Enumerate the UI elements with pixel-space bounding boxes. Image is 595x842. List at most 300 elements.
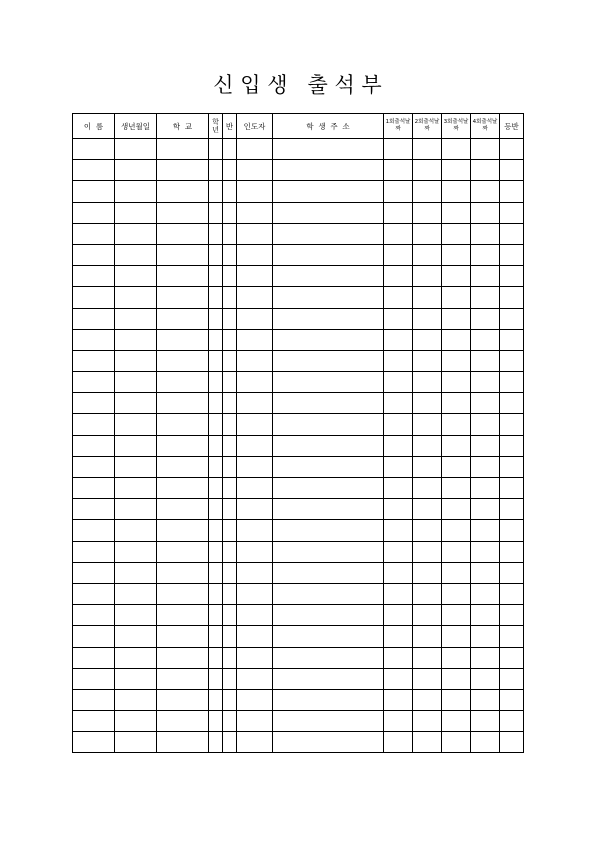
cell-birth[interactable] bbox=[115, 350, 157, 371]
cell-birth[interactable] bbox=[115, 414, 157, 435]
cell-birth[interactable] bbox=[115, 266, 157, 287]
cell-guide[interactable] bbox=[237, 541, 273, 562]
cell-birth[interactable] bbox=[115, 478, 157, 499]
cell-class[interactable] bbox=[223, 499, 237, 520]
cell-address[interactable] bbox=[273, 668, 384, 689]
cell-address[interactable] bbox=[273, 583, 384, 604]
cell-guide[interactable] bbox=[237, 499, 273, 520]
cell-w2[interactable] bbox=[413, 626, 442, 647]
cell-w3[interactable] bbox=[442, 562, 471, 583]
cell-guide[interactable] bbox=[237, 393, 273, 414]
cell-assign[interactable] bbox=[500, 202, 524, 223]
cell-w3[interactable] bbox=[442, 689, 471, 710]
cell-w1[interactable] bbox=[384, 647, 413, 668]
cell-birth[interactable] bbox=[115, 308, 157, 329]
cell-class[interactable] bbox=[223, 626, 237, 647]
cell-guide[interactable] bbox=[237, 202, 273, 223]
cell-w4[interactable] bbox=[471, 689, 500, 710]
cell-w4[interactable] bbox=[471, 478, 500, 499]
cell-name[interactable] bbox=[73, 732, 115, 753]
cell-assign[interactable] bbox=[500, 499, 524, 520]
cell-w4[interactable] bbox=[471, 414, 500, 435]
cell-grade[interactable] bbox=[209, 287, 223, 308]
cell-w3[interactable] bbox=[442, 626, 471, 647]
cell-grade[interactable] bbox=[209, 181, 223, 202]
cell-w3[interactable] bbox=[442, 668, 471, 689]
cell-w4[interactable] bbox=[471, 244, 500, 265]
cell-w2[interactable] bbox=[413, 456, 442, 477]
cell-w4[interactable] bbox=[471, 499, 500, 520]
cell-w2[interactable] bbox=[413, 605, 442, 626]
cell-w2[interactable] bbox=[413, 329, 442, 350]
cell-assign[interactable] bbox=[500, 435, 524, 456]
cell-w2[interactable] bbox=[413, 160, 442, 181]
cell-grade[interactable] bbox=[209, 732, 223, 753]
cell-w4[interactable] bbox=[471, 541, 500, 562]
cell-assign[interactable] bbox=[500, 393, 524, 414]
cell-guide[interactable] bbox=[237, 350, 273, 371]
cell-w1[interactable] bbox=[384, 414, 413, 435]
cell-w1[interactable] bbox=[384, 181, 413, 202]
cell-guide[interactable] bbox=[237, 689, 273, 710]
cell-grade[interactable] bbox=[209, 668, 223, 689]
cell-address[interactable] bbox=[273, 520, 384, 541]
cell-guide[interactable] bbox=[237, 478, 273, 499]
cell-school[interactable] bbox=[157, 139, 209, 160]
cell-grade[interactable] bbox=[209, 223, 223, 244]
cell-w2[interactable] bbox=[413, 668, 442, 689]
cell-w1[interactable] bbox=[384, 435, 413, 456]
cell-name[interactable] bbox=[73, 711, 115, 732]
cell-grade[interactable] bbox=[209, 499, 223, 520]
cell-class[interactable] bbox=[223, 520, 237, 541]
cell-w3[interactable] bbox=[442, 541, 471, 562]
cell-school[interactable] bbox=[157, 605, 209, 626]
cell-grade[interactable] bbox=[209, 160, 223, 181]
cell-birth[interactable] bbox=[115, 541, 157, 562]
cell-w1[interactable] bbox=[384, 605, 413, 626]
cell-assign[interactable] bbox=[500, 668, 524, 689]
cell-guide[interactable] bbox=[237, 372, 273, 393]
cell-name[interactable] bbox=[73, 287, 115, 308]
cell-guide[interactable] bbox=[237, 287, 273, 308]
cell-assign[interactable] bbox=[500, 329, 524, 350]
cell-w3[interactable] bbox=[442, 266, 471, 287]
cell-w4[interactable] bbox=[471, 350, 500, 371]
cell-guide[interactable] bbox=[237, 562, 273, 583]
cell-address[interactable] bbox=[273, 372, 384, 393]
cell-class[interactable] bbox=[223, 202, 237, 223]
cell-name[interactable] bbox=[73, 647, 115, 668]
cell-grade[interactable] bbox=[209, 202, 223, 223]
cell-birth[interactable] bbox=[115, 244, 157, 265]
cell-class[interactable] bbox=[223, 244, 237, 265]
cell-class[interactable] bbox=[223, 414, 237, 435]
cell-w4[interactable] bbox=[471, 160, 500, 181]
cell-name[interactable] bbox=[73, 668, 115, 689]
cell-w2[interactable] bbox=[413, 181, 442, 202]
cell-class[interactable] bbox=[223, 435, 237, 456]
cell-assign[interactable] bbox=[500, 583, 524, 604]
cell-w2[interactable] bbox=[413, 287, 442, 308]
cell-grade[interactable] bbox=[209, 266, 223, 287]
cell-address[interactable] bbox=[273, 478, 384, 499]
cell-w3[interactable] bbox=[442, 350, 471, 371]
cell-address[interactable] bbox=[273, 350, 384, 371]
cell-grade[interactable] bbox=[209, 541, 223, 562]
cell-w3[interactable] bbox=[442, 732, 471, 753]
cell-school[interactable] bbox=[157, 329, 209, 350]
cell-address[interactable] bbox=[273, 266, 384, 287]
cell-grade[interactable] bbox=[209, 244, 223, 265]
cell-school[interactable] bbox=[157, 414, 209, 435]
cell-class[interactable] bbox=[223, 329, 237, 350]
cell-w4[interactable] bbox=[471, 435, 500, 456]
cell-school[interactable] bbox=[157, 732, 209, 753]
cell-school[interactable] bbox=[157, 308, 209, 329]
cell-w4[interactable] bbox=[471, 668, 500, 689]
cell-grade[interactable] bbox=[209, 435, 223, 456]
cell-w3[interactable] bbox=[442, 605, 471, 626]
cell-birth[interactable] bbox=[115, 435, 157, 456]
cell-grade[interactable] bbox=[209, 456, 223, 477]
cell-w1[interactable] bbox=[384, 711, 413, 732]
cell-school[interactable] bbox=[157, 350, 209, 371]
cell-school[interactable] bbox=[157, 393, 209, 414]
cell-guide[interactable] bbox=[237, 520, 273, 541]
cell-guide[interactable] bbox=[237, 626, 273, 647]
cell-school[interactable] bbox=[157, 583, 209, 604]
cell-address[interactable] bbox=[273, 647, 384, 668]
cell-w1[interactable] bbox=[384, 456, 413, 477]
cell-grade[interactable] bbox=[209, 520, 223, 541]
cell-assign[interactable] bbox=[500, 689, 524, 710]
cell-name[interactable] bbox=[73, 223, 115, 244]
cell-assign[interactable] bbox=[500, 139, 524, 160]
cell-class[interactable] bbox=[223, 689, 237, 710]
cell-class[interactable] bbox=[223, 668, 237, 689]
cell-w3[interactable] bbox=[442, 499, 471, 520]
cell-address[interactable] bbox=[273, 732, 384, 753]
cell-address[interactable] bbox=[273, 223, 384, 244]
cell-birth[interactable] bbox=[115, 202, 157, 223]
cell-class[interactable] bbox=[223, 160, 237, 181]
cell-w3[interactable] bbox=[442, 160, 471, 181]
cell-name[interactable] bbox=[73, 456, 115, 477]
cell-address[interactable] bbox=[273, 562, 384, 583]
cell-w1[interactable] bbox=[384, 583, 413, 604]
cell-w3[interactable] bbox=[442, 520, 471, 541]
cell-class[interactable] bbox=[223, 308, 237, 329]
cell-w2[interactable] bbox=[413, 647, 442, 668]
cell-class[interactable] bbox=[223, 732, 237, 753]
cell-school[interactable] bbox=[157, 181, 209, 202]
cell-w3[interactable] bbox=[442, 308, 471, 329]
cell-school[interactable] bbox=[157, 202, 209, 223]
cell-address[interactable] bbox=[273, 160, 384, 181]
cell-school[interactable] bbox=[157, 244, 209, 265]
cell-w4[interactable] bbox=[471, 139, 500, 160]
cell-name[interactable] bbox=[73, 329, 115, 350]
cell-address[interactable] bbox=[273, 456, 384, 477]
cell-class[interactable] bbox=[223, 647, 237, 668]
cell-class[interactable] bbox=[223, 372, 237, 393]
cell-name[interactable] bbox=[73, 562, 115, 583]
cell-w1[interactable] bbox=[384, 244, 413, 265]
cell-name[interactable] bbox=[73, 414, 115, 435]
cell-assign[interactable] bbox=[500, 308, 524, 329]
cell-name[interactable] bbox=[73, 181, 115, 202]
cell-w3[interactable] bbox=[442, 139, 471, 160]
cell-w3[interactable] bbox=[442, 202, 471, 223]
cell-w4[interactable] bbox=[471, 647, 500, 668]
cell-school[interactable] bbox=[157, 668, 209, 689]
cell-birth[interactable] bbox=[115, 160, 157, 181]
cell-w4[interactable] bbox=[471, 287, 500, 308]
cell-w2[interactable] bbox=[413, 139, 442, 160]
cell-w1[interactable] bbox=[384, 308, 413, 329]
cell-assign[interactable] bbox=[500, 350, 524, 371]
cell-grade[interactable] bbox=[209, 711, 223, 732]
cell-w1[interactable] bbox=[384, 626, 413, 647]
cell-w3[interactable] bbox=[442, 244, 471, 265]
cell-school[interactable] bbox=[157, 689, 209, 710]
cell-address[interactable] bbox=[273, 626, 384, 647]
cell-birth[interactable] bbox=[115, 583, 157, 604]
cell-guide[interactable] bbox=[237, 244, 273, 265]
cell-w1[interactable] bbox=[384, 541, 413, 562]
cell-w1[interactable] bbox=[384, 668, 413, 689]
cell-w3[interactable] bbox=[442, 583, 471, 604]
cell-w3[interactable] bbox=[442, 456, 471, 477]
cell-w2[interactable] bbox=[413, 541, 442, 562]
cell-w3[interactable] bbox=[442, 647, 471, 668]
cell-w2[interactable] bbox=[413, 414, 442, 435]
cell-w4[interactable] bbox=[471, 732, 500, 753]
cell-grade[interactable] bbox=[209, 647, 223, 668]
cell-class[interactable] bbox=[223, 583, 237, 604]
cell-w3[interactable] bbox=[442, 181, 471, 202]
cell-school[interactable] bbox=[157, 647, 209, 668]
cell-name[interactable] bbox=[73, 393, 115, 414]
cell-assign[interactable] bbox=[500, 244, 524, 265]
cell-grade[interactable] bbox=[209, 689, 223, 710]
cell-w4[interactable] bbox=[471, 372, 500, 393]
cell-guide[interactable] bbox=[237, 456, 273, 477]
cell-grade[interactable] bbox=[209, 414, 223, 435]
cell-w2[interactable] bbox=[413, 372, 442, 393]
cell-assign[interactable] bbox=[500, 181, 524, 202]
cell-school[interactable] bbox=[157, 287, 209, 308]
cell-address[interactable] bbox=[273, 499, 384, 520]
cell-name[interactable] bbox=[73, 266, 115, 287]
cell-birth[interactable] bbox=[115, 689, 157, 710]
cell-class[interactable] bbox=[223, 266, 237, 287]
cell-birth[interactable] bbox=[115, 329, 157, 350]
cell-name[interactable] bbox=[73, 202, 115, 223]
cell-school[interactable] bbox=[157, 435, 209, 456]
cell-w1[interactable] bbox=[384, 499, 413, 520]
cell-assign[interactable] bbox=[500, 711, 524, 732]
cell-address[interactable] bbox=[273, 244, 384, 265]
cell-birth[interactable] bbox=[115, 562, 157, 583]
cell-name[interactable] bbox=[73, 435, 115, 456]
cell-class[interactable] bbox=[223, 605, 237, 626]
cell-w2[interactable] bbox=[413, 478, 442, 499]
cell-grade[interactable] bbox=[209, 350, 223, 371]
cell-w2[interactable] bbox=[413, 266, 442, 287]
cell-guide[interactable] bbox=[237, 308, 273, 329]
cell-school[interactable] bbox=[157, 541, 209, 562]
cell-birth[interactable] bbox=[115, 287, 157, 308]
cell-class[interactable] bbox=[223, 393, 237, 414]
cell-grade[interactable] bbox=[209, 372, 223, 393]
cell-w3[interactable] bbox=[442, 372, 471, 393]
cell-address[interactable] bbox=[273, 139, 384, 160]
cell-w1[interactable] bbox=[384, 478, 413, 499]
cell-class[interactable] bbox=[223, 350, 237, 371]
cell-address[interactable] bbox=[273, 287, 384, 308]
cell-name[interactable] bbox=[73, 478, 115, 499]
cell-address[interactable] bbox=[273, 689, 384, 710]
cell-guide[interactable] bbox=[237, 668, 273, 689]
cell-birth[interactable] bbox=[115, 372, 157, 393]
cell-name[interactable] bbox=[73, 308, 115, 329]
cell-w4[interactable] bbox=[471, 520, 500, 541]
cell-w4[interactable] bbox=[471, 308, 500, 329]
cell-w4[interactable] bbox=[471, 266, 500, 287]
cell-class[interactable] bbox=[223, 223, 237, 244]
cell-address[interactable] bbox=[273, 435, 384, 456]
cell-address[interactable] bbox=[273, 329, 384, 350]
cell-grade[interactable] bbox=[209, 583, 223, 604]
cell-w2[interactable] bbox=[413, 202, 442, 223]
cell-w1[interactable] bbox=[384, 372, 413, 393]
cell-school[interactable] bbox=[157, 160, 209, 181]
cell-w1[interactable] bbox=[384, 223, 413, 244]
cell-w2[interactable] bbox=[413, 520, 442, 541]
cell-assign[interactable] bbox=[500, 520, 524, 541]
cell-name[interactable] bbox=[73, 583, 115, 604]
cell-guide[interactable] bbox=[237, 583, 273, 604]
cell-w2[interactable] bbox=[413, 350, 442, 371]
cell-birth[interactable] bbox=[115, 626, 157, 647]
cell-w3[interactable] bbox=[442, 435, 471, 456]
cell-w4[interactable] bbox=[471, 605, 500, 626]
cell-school[interactable] bbox=[157, 626, 209, 647]
cell-address[interactable] bbox=[273, 414, 384, 435]
cell-w1[interactable] bbox=[384, 393, 413, 414]
cell-school[interactable] bbox=[157, 562, 209, 583]
cell-class[interactable] bbox=[223, 139, 237, 160]
cell-w3[interactable] bbox=[442, 478, 471, 499]
cell-birth[interactable] bbox=[115, 732, 157, 753]
cell-w2[interactable] bbox=[413, 393, 442, 414]
cell-name[interactable] bbox=[73, 605, 115, 626]
cell-w2[interactable] bbox=[413, 562, 442, 583]
cell-address[interactable] bbox=[273, 541, 384, 562]
cell-grade[interactable] bbox=[209, 393, 223, 414]
cell-school[interactable] bbox=[157, 223, 209, 244]
cell-address[interactable] bbox=[273, 711, 384, 732]
cell-w3[interactable] bbox=[442, 711, 471, 732]
cell-name[interactable] bbox=[73, 160, 115, 181]
cell-assign[interactable] bbox=[500, 562, 524, 583]
cell-assign[interactable] bbox=[500, 626, 524, 647]
cell-w2[interactable] bbox=[413, 244, 442, 265]
cell-guide[interactable] bbox=[237, 139, 273, 160]
cell-school[interactable] bbox=[157, 266, 209, 287]
cell-birth[interactable] bbox=[115, 647, 157, 668]
cell-class[interactable] bbox=[223, 181, 237, 202]
cell-w4[interactable] bbox=[471, 181, 500, 202]
cell-w1[interactable] bbox=[384, 160, 413, 181]
cell-grade[interactable] bbox=[209, 605, 223, 626]
cell-w1[interactable] bbox=[384, 350, 413, 371]
cell-grade[interactable] bbox=[209, 139, 223, 160]
cell-birth[interactable] bbox=[115, 223, 157, 244]
cell-assign[interactable] bbox=[500, 160, 524, 181]
cell-assign[interactable] bbox=[500, 478, 524, 499]
cell-name[interactable] bbox=[73, 244, 115, 265]
cell-grade[interactable] bbox=[209, 626, 223, 647]
cell-w3[interactable] bbox=[442, 393, 471, 414]
cell-w1[interactable] bbox=[384, 266, 413, 287]
cell-w2[interactable] bbox=[413, 732, 442, 753]
cell-birth[interactable] bbox=[115, 139, 157, 160]
cell-school[interactable] bbox=[157, 499, 209, 520]
cell-guide[interactable] bbox=[237, 181, 273, 202]
cell-guide[interactable] bbox=[237, 732, 273, 753]
cell-birth[interactable] bbox=[115, 456, 157, 477]
cell-school[interactable] bbox=[157, 520, 209, 541]
cell-guide[interactable] bbox=[237, 223, 273, 244]
cell-address[interactable] bbox=[273, 202, 384, 223]
cell-birth[interactable] bbox=[115, 393, 157, 414]
cell-w3[interactable] bbox=[442, 414, 471, 435]
cell-name[interactable] bbox=[73, 139, 115, 160]
cell-guide[interactable] bbox=[237, 605, 273, 626]
cell-assign[interactable] bbox=[500, 287, 524, 308]
cell-birth[interactable] bbox=[115, 668, 157, 689]
cell-name[interactable] bbox=[73, 350, 115, 371]
cell-w3[interactable] bbox=[442, 287, 471, 308]
cell-assign[interactable] bbox=[500, 647, 524, 668]
cell-class[interactable] bbox=[223, 562, 237, 583]
cell-assign[interactable] bbox=[500, 732, 524, 753]
cell-name[interactable] bbox=[73, 689, 115, 710]
cell-school[interactable] bbox=[157, 456, 209, 477]
cell-school[interactable] bbox=[157, 372, 209, 393]
cell-class[interactable] bbox=[223, 541, 237, 562]
cell-school[interactable] bbox=[157, 711, 209, 732]
cell-grade[interactable] bbox=[209, 478, 223, 499]
cell-w2[interactable] bbox=[413, 308, 442, 329]
cell-birth[interactable] bbox=[115, 520, 157, 541]
cell-name[interactable] bbox=[73, 499, 115, 520]
cell-w4[interactable] bbox=[471, 223, 500, 244]
cell-w4[interactable] bbox=[471, 393, 500, 414]
cell-class[interactable] bbox=[223, 287, 237, 308]
cell-w3[interactable] bbox=[442, 223, 471, 244]
cell-birth[interactable] bbox=[115, 499, 157, 520]
cell-guide[interactable] bbox=[237, 329, 273, 350]
cell-name[interactable] bbox=[73, 626, 115, 647]
cell-birth[interactable] bbox=[115, 181, 157, 202]
cell-grade[interactable] bbox=[209, 329, 223, 350]
cell-w4[interactable] bbox=[471, 456, 500, 477]
cell-w1[interactable] bbox=[384, 202, 413, 223]
